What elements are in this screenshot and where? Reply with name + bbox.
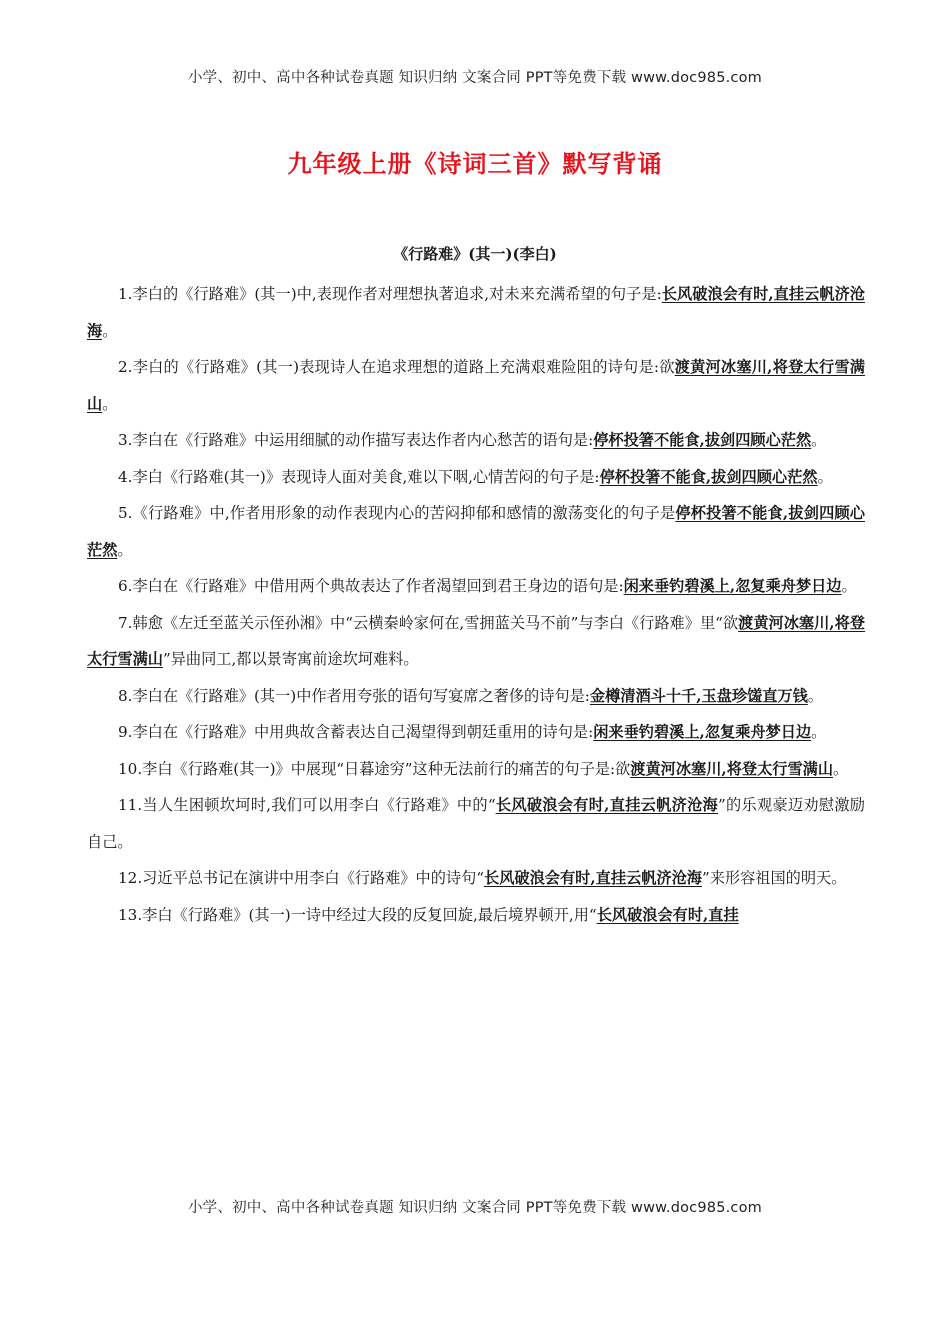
question-tail: ”的乐观豪迈劝慰激励自己。 (87, 796, 865, 851)
question-text: 10.李白《行路难(其一)》中展现“日暮途穷”这种无法前行的痛苦的句子是:欲 (118, 759, 631, 778)
question-text: 5.《行路难》中,作者用形象的动作表现内心的苦闷抑郁和感情的激荡变化的句子是 (118, 504, 676, 522)
question-text: 12.习近平总书记在演讲中用李白《行路难》中的诗句“ (118, 869, 485, 887)
question-item (87, 678, 865, 715)
question-list (87, 276, 865, 933)
question-text: 9.李白在《行路难》中用典故含蓄表达自己渴望得到朝廷重用的诗句是: (118, 723, 594, 741)
question-text: 13.李白《行路难》(其一)一诗中经过大段的反复回旋,最后境界顿开,用“ (118, 905, 597, 924)
question-text: 7.韩愈《左迁至蓝关示侄孙湘》中“云横秦岭家何在,雪拥蓝关马不前”与李白《行路难》里“欲 (118, 613, 739, 632)
question-tail: 。 (811, 431, 827, 449)
answer-text: 长风破浪会有时,直挂云帆济沧海 (495, 796, 719, 814)
question-tail: 。 (102, 394, 118, 413)
answer-text: 渡黄河冰塞川,将登太行雪满山 (87, 613, 865, 668)
question-tail: 。 (817, 467, 833, 486)
question-tail: 。 (833, 759, 849, 778)
question-item (87, 459, 865, 496)
question-item (87, 897, 865, 934)
question-item (87, 422, 865, 459)
question-item (87, 860, 865, 897)
question-text: 11.当人生困顿坎坷时,我们可以用李白《行路难》中的“ (118, 796, 496, 814)
question-item (87, 276, 865, 349)
answer-text: 停杯投箸不能食,拔剑四顾心茫然 (593, 431, 812, 449)
footer-banner: 小学、初中、高中各种试卷真题 知识归纳 文案合同 PPT等免费下载 www.doc985.com (187, 1200, 763, 1216)
question-text: 8.李白在《行路难》(其一)中作者用夸张的语句写宴席之奢侈的诗句是: (118, 686, 590, 705)
answer-text: 闲来垂钓碧溪上,忽复乘舟梦日边 (593, 723, 812, 741)
page-title: 九年级上册《诗词三首》默写背诵 (287, 150, 663, 178)
question-item (87, 751, 865, 788)
question-tail: 。 (811, 723, 827, 741)
question-tail: 。 (102, 321, 118, 340)
answer-text: 闲来垂钓碧溪上,忽复乘舟梦日边 (623, 577, 842, 595)
answer-text: 长风破浪会有时,直挂云帆济沧海 (484, 869, 702, 887)
question-tail: ”来形容祖国的明天。 (701, 869, 847, 887)
answer-text: 停杯投箸不能食,拔剑四顾心茫然 (599, 467, 818, 486)
question-text: 6.李白在《行路难》中借用两个典故表达了作者渴望回到君王身边的语句是: (118, 577, 624, 595)
question-item (87, 714, 865, 751)
question-item (87, 568, 865, 605)
question-text: 3.李白在《行路难》中运用细腻的动作描写表达作者内心愁苦的语句是: (118, 431, 594, 449)
question-tail: 。 (117, 540, 133, 559)
question-item (87, 605, 865, 678)
answer-text: 长风破浪会有时,直挂云帆济沧海 (87, 285, 865, 340)
question-tail: ”异曲同工,都以景寄寓前途坎坷难料。 (162, 650, 419, 668)
question-tail: 。 (807, 686, 824, 705)
question-item (87, 787, 865, 860)
question-text: 4.李白《行路难(其一)》表现诗人面对美食,难以下咽,心情苦闷的句子是: (118, 467, 600, 486)
answer-text: 停杯投箸不能食,拔剑四顾心茫然 (87, 504, 865, 559)
answer-text: 渡黄河冰塞川,将登太行雪满山 (630, 759, 834, 778)
question-text: 2.李白的《行路难》(其一)表现诗人在追求理想的道路上充满艰难险阻的诗句是:欲 (118, 358, 675, 376)
question-item (87, 495, 865, 568)
question-item (87, 349, 865, 422)
question-tail: 。 (841, 577, 857, 595)
answer-text: 长风破浪会有时,直挂 (596, 905, 739, 924)
answer-text: 金樽清酒斗十千,玉盘珍馐直万钱 (589, 686, 808, 705)
header-banner: 小学、初中、高中各种试卷真题 知识归纳 文案合同 PPT等免费下载 www.doc985.com (187, 70, 763, 86)
question-text: 1.李白的《行路难》(其一)中,表现作者对理想执著追求,对未来充满希望的句子是: (118, 285, 662, 303)
section-heading: 《行路难》(其一)(李白) (393, 245, 557, 263)
answer-text: 渡黄河冰塞川,将登太行雪满山 (87, 358, 865, 413)
